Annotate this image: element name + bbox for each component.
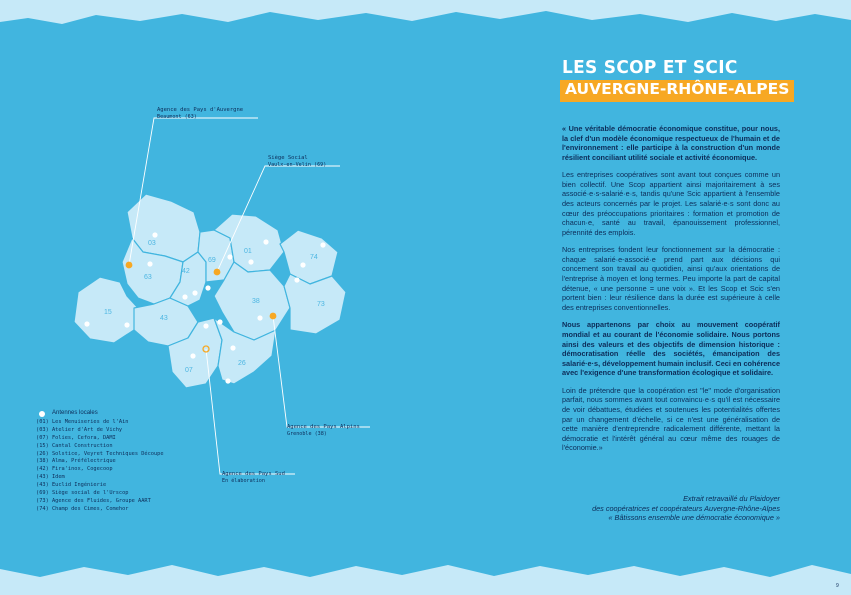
dept-number: 01 <box>244 248 252 255</box>
antenna-marker <box>257 315 262 320</box>
antenna-marker <box>190 353 195 358</box>
citation-line: « Bâtissons ensemble une démocratie économique » <box>608 513 780 523</box>
legend-item: (38) Alma, Préfélectrique <box>36 458 116 465</box>
callout-agence-alpins <box>287 424 360 438</box>
antenna-marker <box>225 378 230 383</box>
legend-list <box>36 419 164 514</box>
citation-line: Extrait retravaillé du Plaidoyer <box>683 494 780 503</box>
antenna-marker <box>192 290 197 295</box>
antenna-marker <box>217 319 222 324</box>
manifesto-text <box>562 124 780 461</box>
dept-number: 73 <box>317 301 325 308</box>
callout-city: Grenoble (38) <box>287 431 327 437</box>
paragraph-collective: Les entreprises coopératives sont avant tout conçues comme un bien collectif. Une Scop appartient ainsi majoritairement à ses associé·e·s-salarié·e·s, tandis qu'une Scic appartient à l'ensemble des acteurs concernés par le projet. Les salarié·e·s sont donc au cœur des préoccupations prioritaires : formation et promotion de chacun·e, santé au travail, épanouissement professionnel, pérennité des emplois. <box>562 170 780 237</box>
antenna-marker <box>205 285 210 290</box>
legend-item: (43) Idem <box>36 474 65 481</box>
citation-line: des coopératrices et coopérateurs Auvergne-Rhône-Alpes <box>592 503 780 513</box>
page-number: 9 <box>836 583 839 589</box>
agency-marker-alpins <box>270 313 277 320</box>
legend-title <box>36 410 164 418</box>
legend-item: (42) Fira'inox, Cogecoop <box>36 466 113 473</box>
map-legend <box>36 410 164 514</box>
antenna-marker <box>227 254 232 259</box>
map-shapes <box>74 194 346 388</box>
legend-item: (73) Agence des Fluides, Groupe AART <box>36 497 151 504</box>
callout-agence-sud <box>222 471 285 485</box>
legend-item: (26) Solstice, Veyret Techniques Découpe <box>36 450 164 457</box>
antenna-marker <box>203 323 208 328</box>
citation <box>562 494 780 523</box>
antenna-marker <box>152 232 157 237</box>
antenna-marker <box>248 259 253 264</box>
dept-number: 63 <box>144 274 152 281</box>
callout-line-alpins <box>273 316 370 427</box>
legend-item: (01) Les Menuiseries de l'Ain <box>36 418 129 425</box>
page-title: LES SCOP ET SCIC <box>562 57 738 79</box>
dept-73-shape <box>284 274 346 334</box>
dept-number: 38 <box>252 298 260 305</box>
antenna-marker <box>147 261 152 266</box>
dept-number: 03 <box>148 240 156 247</box>
antenna-marker <box>300 262 305 267</box>
callout-siege-social <box>268 155 326 169</box>
dept-number: 42 <box>182 268 190 275</box>
paragraph-movement: Nous appartenons par choix au mouvement coopératif mondial et au courant de l'économie solidaire. Nous portons ainsi des valeurs et des objectifs de dimension historique : démocratisation réelle des sociétés, émancipation des salarié·e·s, développement humain inclusif. Ceci en cohérence avec l'exigence d'une transformation écologique et solidaire. <box>562 320 780 378</box>
callout-city: Vaulx-en-Velin (69) <box>268 162 327 168</box>
legend-item: (03) Atelier d'Art de Vichy <box>36 426 123 433</box>
callout-name: Siège Social <box>268 155 308 161</box>
dept-number: 26 <box>238 360 246 367</box>
antenna-marker <box>230 345 235 350</box>
callout-agence-auvergne <box>157 107 243 121</box>
antenna-marker <box>84 321 89 326</box>
page-subtitle-highlight: AUVERGNE-RHÔNE-ALPES <box>560 80 794 102</box>
callout-name: Agence des Pays d'Auvergne <box>157 107 244 113</box>
antenna-marker <box>124 322 129 327</box>
antenna-marker <box>263 239 268 244</box>
callout-name: Agence des Pays Alpins <box>287 424 360 430</box>
dept-number: 15 <box>104 309 112 316</box>
dept-number: 74 <box>310 254 318 261</box>
antenna-dot-icon <box>39 411 45 417</box>
dept-number: 07 <box>185 367 193 374</box>
legend-item: (69) Siège social de l'Urscop <box>36 490 129 497</box>
legend-item: (07) Folies, Cefora, DAMI <box>36 434 116 441</box>
agency-marker-auvergne <box>126 262 133 269</box>
callout-city: Beaumont (63) <box>157 114 197 120</box>
antenna-marker <box>294 277 299 282</box>
antenna-marker <box>182 294 187 299</box>
legend-item: (43) Euclid Ingénierie <box>36 482 107 489</box>
dept-number: 69 <box>208 257 216 264</box>
dept-number: 43 <box>160 315 168 322</box>
paragraph-conclusion: Loin de prétendre que la coopération est "le" mode d'organisation parfait, nous sommes avant tout convaincu·e·s qu'il est nécessaire de voir débattues, étudiées et soutenues les potentialités offertes par un changement d'échelle, si ce n'est une généralisation de cette manière d'entreprendre radicalement différente, mettant la démocratie et l'intérêt général au cœur même des rouages de l'économie.» <box>562 385 780 453</box>
callout-name: Agence des Pays Sud <box>222 471 285 477</box>
legend-title-text: Antennes locales <box>52 410 98 416</box>
legend-item: (15) Cantal Construction <box>36 442 113 449</box>
paragraph-intro: « Une véritable démocratie économique constitue, pour nous, la clef d'un modèle économique respectueux de l'humain et de l'environnement : elle participe à la construction d'un monde résilient conciliant utilité sociale et activité économique. <box>562 124 780 162</box>
callout-city: En élaboration <box>222 478 265 484</box>
paragraph-democracy: Nos entreprises fondent leur fonctionnement sur la démocratie : chaque salarié·e-associé·e prend part aux décisions qui concernent son travail au quotidien, ainsi qu'aux orientations de l'entreprise à moyen et long termes. Peu importe la part de capital détenue, « une personne = une voix ». Et les Scop et Scic s'en portent bien : leur résilience dans la durée est supérieure à celle des entreprises conventionnelles. <box>562 245 780 312</box>
agency-marker-siege <box>214 269 221 276</box>
legend-item: (74) Champ des Cimes, Comehor <box>36 505 129 512</box>
antenna-marker <box>320 242 325 247</box>
